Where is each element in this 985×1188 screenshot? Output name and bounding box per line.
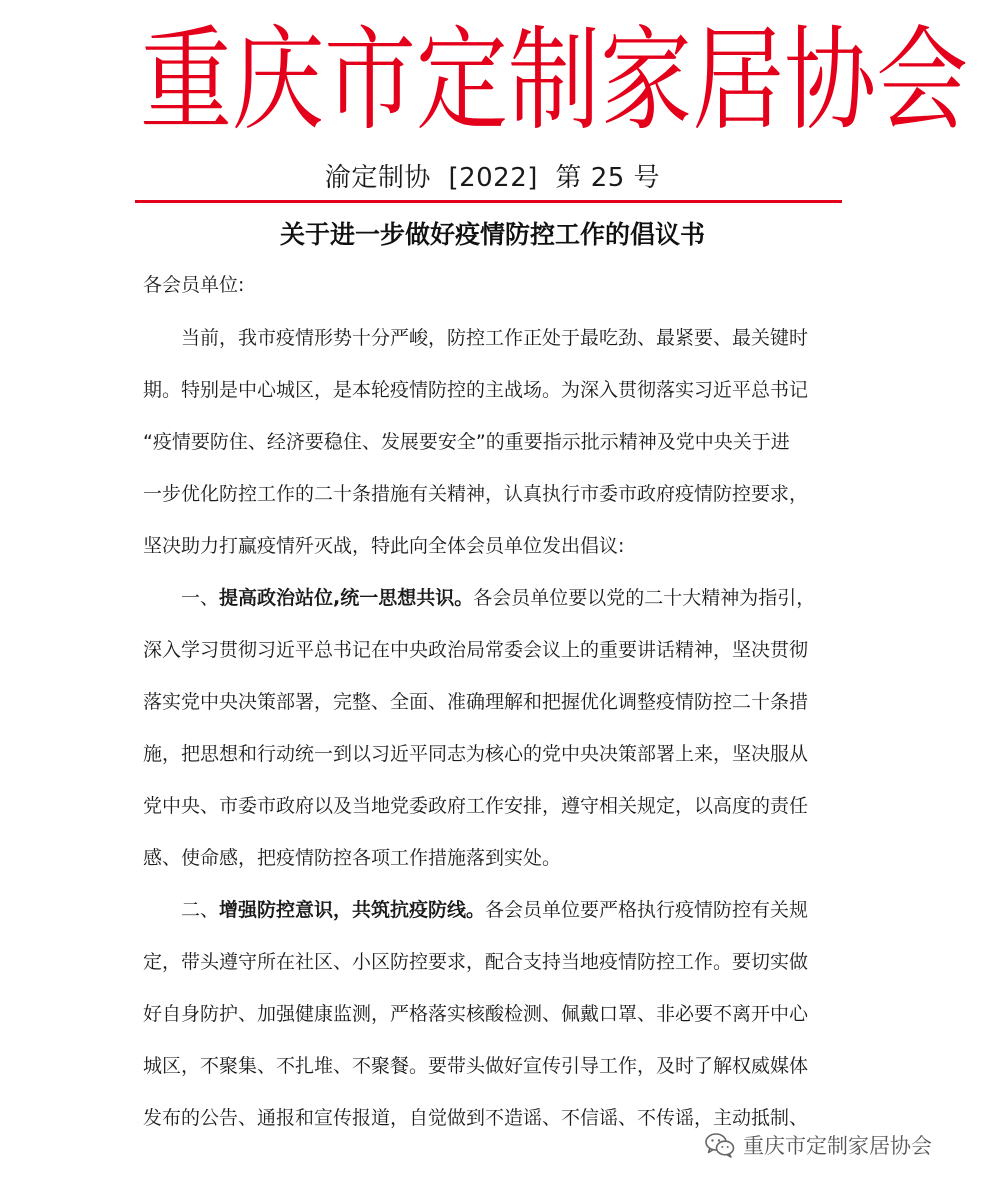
paragraph-line: 感、使命感，把疫情防控各项工作措施落到实处。 bbox=[143, 847, 562, 869]
letterhead-char: 庆 bbox=[232, 15, 325, 146]
wechat-watermark bbox=[705, 1128, 932, 1162]
wechat-icon bbox=[705, 1132, 735, 1158]
organization-letterhead bbox=[140, 15, 969, 146]
paragraph-line: 期。特别是中心城区，是本轮疫情防控的主战场。为深入贯彻落实习近平总书记 bbox=[143, 379, 809, 401]
paragraph-line: 坚决助力打赢疫情歼灭战，特此向全体会员单位发出倡议: bbox=[143, 535, 625, 557]
section-heading: 提高政治站位,统一思想共识。 bbox=[219, 587, 474, 609]
letterhead-char: 市 bbox=[324, 15, 417, 146]
paragraph-section-one bbox=[143, 572, 838, 884]
letterhead-char: 居 bbox=[692, 15, 785, 146]
letterhead-char: 制 bbox=[508, 15, 601, 146]
section-number: 二、 bbox=[181, 899, 220, 921]
paragraph-line: 落实党中央决策部署，完整、全面、准确理解和把握优化调整疫情防控二十条措 bbox=[143, 691, 809, 713]
letterhead-char: 协 bbox=[784, 15, 877, 146]
letterhead-char: 重 bbox=[140, 15, 233, 146]
section-text: 各会员单位要以党的二十大精神为指引， bbox=[473, 587, 816, 609]
section-number: 一、 bbox=[181, 587, 220, 609]
letterhead-char: 家 bbox=[600, 15, 693, 146]
paragraph-line: 定，带头遵守所在社区、小区防控要求，配合支持当地疫情防控工作。要切实做 bbox=[143, 951, 809, 973]
paragraph-section-two bbox=[143, 884, 838, 1144]
section-heading: 增强防控意识，共筑抗疫防线。 bbox=[219, 899, 486, 921]
letterhead-char: 定 bbox=[416, 15, 509, 146]
paragraph-intro bbox=[143, 312, 838, 572]
watermark-text: 重庆市定制家居协会 bbox=[743, 1134, 932, 1158]
paragraph-line: 当前，我市疫情形势十分严峻，防控工作正处于最吃劲、最紧要、最关键时 bbox=[181, 327, 809, 349]
paragraph-line: 发布的公告、通报和宣传报道，自觉做到不造谣、不信谣、不传谣，主动抵制、 bbox=[143, 1107, 809, 1129]
paragraph-line: 一步优化防控工作的二十条措施有关精神，认真执行市委市政府疫情防控要求， bbox=[143, 483, 809, 505]
letterhead-char: 会 bbox=[876, 15, 969, 146]
red-divider-line bbox=[135, 200, 842, 203]
paragraph-line: 城区，不聚集、不扎堆、不聚餐。要带头做好宣传引导工作，及时了解权威媒体 bbox=[143, 1055, 809, 1077]
document-title: 关于进一步做好疫情防控工作的倡议书 bbox=[279, 220, 705, 249]
paragraph-line: 施，把思想和行动统一到以习近平同志为核心的党中央决策部署上来，坚决服从 bbox=[143, 743, 809, 765]
salutation: 各会员单位: bbox=[143, 274, 245, 296]
paragraph-line bbox=[143, 884, 838, 936]
paragraph-line: 好自身防护、加强健康监测，严格落实核酸检测、佩戴口罩、非必要不离开中心 bbox=[143, 1003, 809, 1025]
document-number: 渝定制协 [2022] 第 25 号 bbox=[324, 163, 661, 193]
paragraph-line: 党中央、市委市政府以及当地党委政府工作安排，遵守相关规定，以高度的责任 bbox=[143, 795, 809, 817]
section-text: 各会员单位要严格执行疫情防控有关规 bbox=[485, 899, 809, 921]
paragraph-line: “疫情要防住、经济要稳住、发展要安全”的重要指示批示精神及党中央关于进 bbox=[143, 431, 790, 453]
paragraph-line: 深入学习贯彻习近平总书记在中央政治局常委会议上的重要讲话精神，坚决贯彻 bbox=[143, 639, 809, 661]
paragraph-line bbox=[143, 572, 838, 624]
